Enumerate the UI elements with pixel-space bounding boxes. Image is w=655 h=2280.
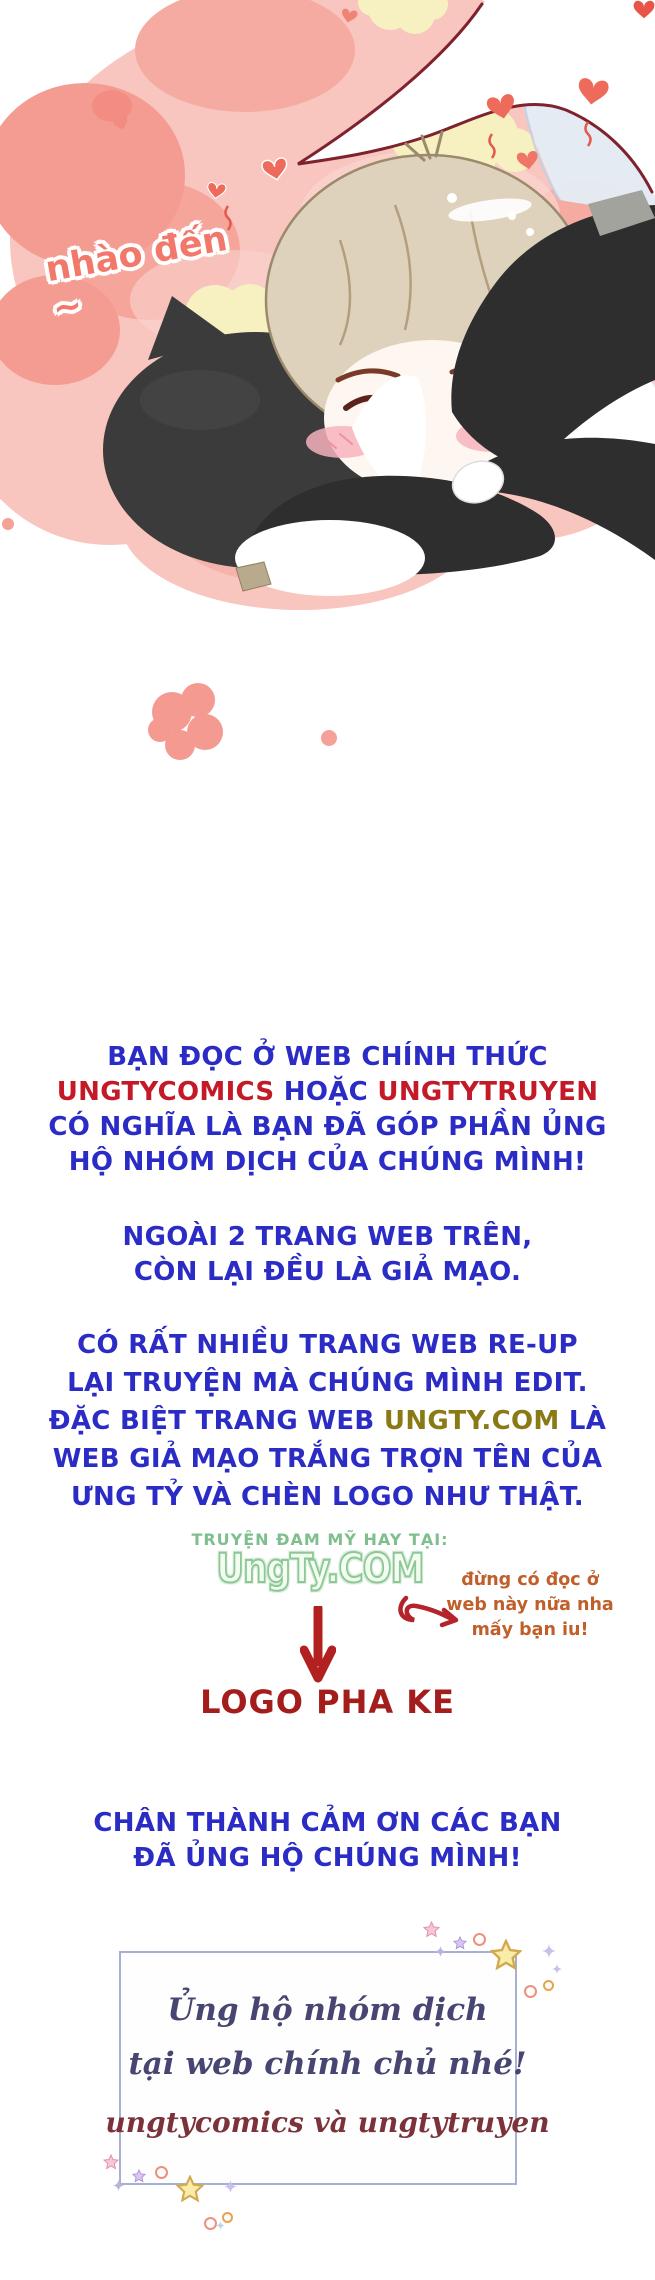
thanks-paragraph: [0, 1806, 655, 1876]
sparkle-icon: [552, 1964, 562, 1974]
notice-line-post: LÀ: [568, 1406, 607, 1436]
notice-line: CÓ NGHĨA LÀ BẠN ĐÃ GÓP PHẦN ỦNG: [48, 1112, 607, 1142]
fake-logo-label: LOGO PHA KE: [200, 1683, 455, 1721]
fake-logo-site: UngTy.COM: [216, 1546, 424, 1592]
fake-logo-tagline: TRUYỆN ĐAM MỸ HAY TẠI:: [191, 1530, 449, 1549]
star-icon: [453, 1936, 467, 1950]
official-site-2: UNGTYTRUYEN: [377, 1077, 599, 1107]
star-icon: [132, 2169, 146, 2183]
star-icon: [423, 1921, 440, 1938]
notice-line: BẠN ĐỌC Ở WEB CHÍNH THỨC: [107, 1042, 548, 1072]
ring-icon: [543, 1980, 554, 1991]
notice-paragraph-reup: [0, 1326, 655, 1516]
sparkle-icon: [435, 1946, 446, 1957]
notice-line: CÓ RẤT NHIỀU TRANG WEB RE-UP: [77, 1330, 578, 1360]
star-icon: [103, 2154, 119, 2170]
notice-line-fakesite: [0, 1402, 655, 1440]
orange-note-line: mấy bạn iu!: [471, 1620, 589, 1640]
artwork-illustration: [0, 0, 655, 800]
notice-line: WEB GIẢ MẠO TRẮNG TRỢN TÊN CỦA: [52, 1444, 603, 1474]
down-arrow-icon: [300, 1606, 336, 1686]
sparkle-icon: [113, 2180, 124, 2191]
star-icon: [490, 1939, 522, 1971]
notice-line-sites: [0, 1075, 655, 1110]
sfx-nhao-den: nhào đến ~: [42, 218, 231, 330]
orange-note: [420, 1568, 640, 1643]
orange-note-line: đừng có đọc ở: [461, 1570, 599, 1590]
support-line-1: Ủng hộ nhóm dịch: [167, 1992, 488, 2028]
sparkle-icon: [542, 1944, 556, 1958]
notice-paragraph-fake-warning: [0, 1220, 655, 1290]
notice-line: HỘ NHÓM DỊCH CỦA CHÚNG MÌNH!: [68, 1147, 587, 1177]
notice-line: ƯNG TỶ VÀ CHÈN LOGO NHƯ THẬT.: [71, 1482, 584, 1512]
notice-line: CÒN LẠI ĐỀU LÀ GIẢ MẠO.: [133, 1257, 522, 1287]
support-line-2: tại web chính chủ nhé!: [128, 2046, 527, 2082]
fake-site-name: UNGTY.COM: [383, 1406, 560, 1436]
thanks-line: CHÂN THÀNH CẢM ƠN CÁC BẠN: [93, 1808, 562, 1838]
thanks-line: ĐÃ ỦNG HỘ CHÚNG MÌNH!: [133, 1843, 522, 1873]
official-site-1: UNGTYCOMICS: [56, 1077, 275, 1107]
ring-icon: [473, 1933, 486, 1946]
sparkle-icon: [224, 2180, 237, 2193]
notice-paragraph-official: [0, 1040, 655, 1180]
ring-icon: [155, 2166, 168, 2179]
conjunction: HOẶC: [283, 1077, 369, 1107]
notice-line: NGOÀI 2 TRANG WEB TRÊN,: [122, 1222, 533, 1252]
notice-line: LẠI TRUYỆN MÀ CHÚNG MÌNH EDIT.: [67, 1368, 588, 1398]
sparkle-icon: [216, 2221, 225, 2230]
star-icon: [176, 2175, 204, 2203]
ring-icon: [524, 1985, 537, 1998]
orange-note-line: web này nữa nha: [446, 1595, 614, 1615]
notice-line-pre: ĐẶC BIỆT TRANG WEB: [48, 1406, 375, 1436]
support-line-3: ungtycomics và ungtytruyen: [105, 2106, 550, 2139]
